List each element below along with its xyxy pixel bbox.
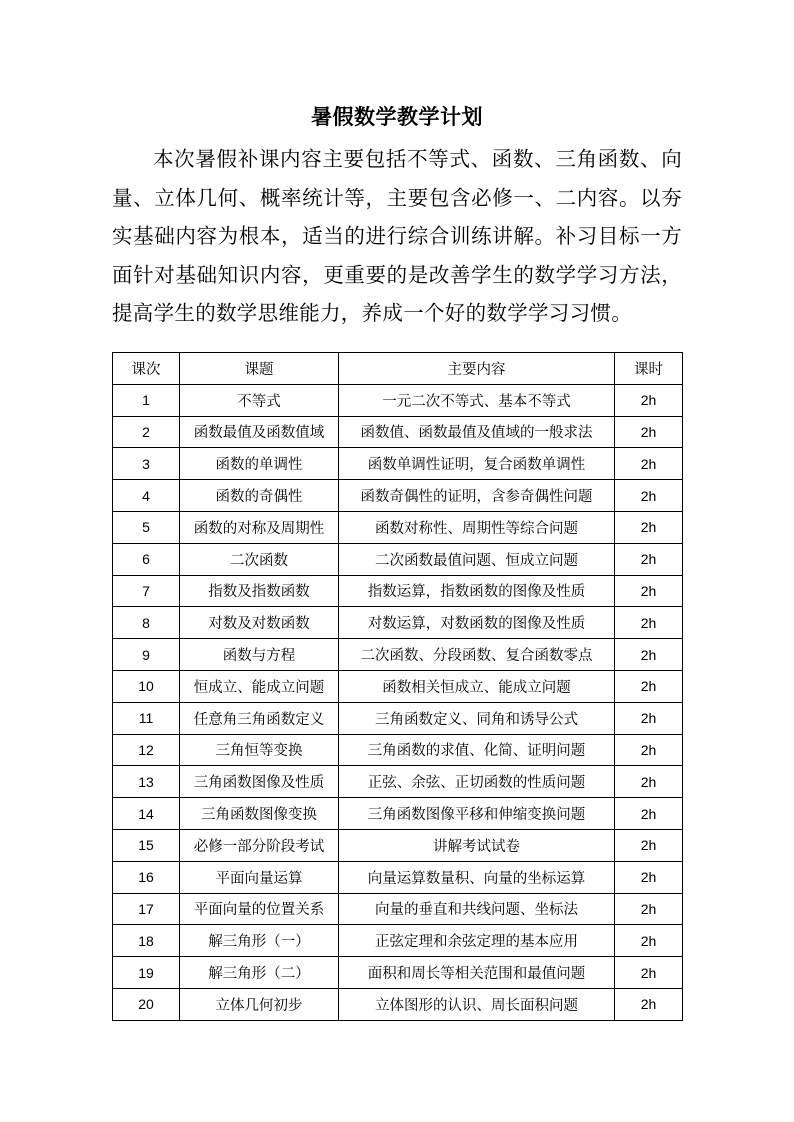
table-row (113, 702, 683, 734)
table-row (113, 543, 683, 575)
hours-cell: 2h (615, 607, 683, 639)
content-cell: 面积和周长等相关范围和最值问题 (339, 957, 615, 989)
session-number: 5 (113, 511, 180, 543)
table-row (113, 384, 683, 416)
table-row (113, 734, 683, 766)
topic-cell: 三角函数图像及性质 (180, 766, 339, 798)
table-row (113, 448, 683, 480)
hours-cell: 2h (615, 798, 683, 830)
content-cell: 三角函数定义、同角和诱导公式 (339, 702, 615, 734)
table-row (113, 766, 683, 798)
header-session: 课次 (113, 353, 180, 385)
topic-cell: 二次函数 (180, 543, 339, 575)
hours-cell: 2h (615, 829, 683, 861)
content-cell: 函数值、函数最值及值域的一般求法 (339, 416, 615, 448)
table-row (113, 829, 683, 861)
topic-cell: 函数的奇偶性 (180, 480, 339, 512)
topic-cell: 函数与方程 (180, 639, 339, 671)
hours-cell: 2h (615, 384, 683, 416)
session-number: 16 (113, 861, 180, 893)
content-cell: 对数运算，对数函数的图像及性质 (339, 607, 615, 639)
hours-cell: 2h (615, 766, 683, 798)
header-content: 主要内容 (339, 353, 615, 385)
topic-cell: 恒成立、能成立问题 (180, 670, 339, 702)
topic-cell: 函数的单调性 (180, 448, 339, 480)
content-cell: 讲解考试试卷 (339, 829, 615, 861)
hours-cell: 2h (615, 925, 683, 957)
topic-cell: 函数最值及函数值域 (180, 416, 339, 448)
session-number: 7 (113, 575, 180, 607)
content-cell: 函数奇偶性的证明，含参奇偶性问题 (339, 480, 615, 512)
session-number: 14 (113, 798, 180, 830)
topic-cell: 解三角形（一） (180, 925, 339, 957)
session-number: 2 (113, 416, 180, 448)
topic-cell: 解三角形（二） (180, 957, 339, 989)
intro-paragraph: 本次暑假补课内容主要包括不等式、函数、三角函数、向量、立体几何、概率统计等，主要包含必修一、二内容。以夯实基础内容为根本，适当的进行综合训练讲解。补习目标一方面针对基础知识内容，更重要的是改善学生的数学学习方法，提高学生的数学思维能力，养成一个好的数学学习习惯。 (112, 147, 682, 325)
table-row (113, 511, 683, 543)
table-row (113, 925, 683, 957)
content-cell: 函数单调性证明，复合函数单调性 (339, 448, 615, 480)
hours-cell: 2h (615, 702, 683, 734)
session-number: 18 (113, 925, 180, 957)
topic-cell: 平面向量运算 (180, 861, 339, 893)
table-row (113, 893, 683, 925)
table-row (113, 416, 683, 448)
session-number: 20 (113, 988, 180, 1020)
session-number: 4 (113, 480, 180, 512)
hours-cell: 2h (615, 448, 683, 480)
session-number: 9 (113, 639, 180, 671)
hours-cell: 2h (615, 575, 683, 607)
content-cell: 正弦定理和余弦定理的基本应用 (339, 925, 615, 957)
content-cell: 二次函数最值问题、恒成立问题 (339, 543, 615, 575)
hours-cell: 2h (615, 543, 683, 575)
session-number: 11 (113, 702, 180, 734)
hours-cell: 2h (615, 639, 683, 671)
table-header-row (113, 353, 683, 385)
document-title: 暑假数学教学计划 (311, 104, 483, 129)
table-row (113, 988, 683, 1020)
session-number: 15 (113, 829, 180, 861)
hours-cell: 2h (615, 511, 683, 543)
hours-cell: 2h (615, 416, 683, 448)
content-cell: 二次函数、分段函数、复合函数零点 (339, 639, 615, 671)
topic-cell: 必修一部分阶段考试 (180, 829, 339, 861)
hours-cell: 2h (615, 893, 683, 925)
table-row (113, 575, 683, 607)
content-cell: 向量的垂直和共线问题、坐标法 (339, 893, 615, 925)
topic-cell: 平面向量的位置关系 (180, 893, 339, 925)
hours-cell: 2h (615, 861, 683, 893)
header-topic: 课题 (180, 353, 339, 385)
topic-cell: 不等式 (180, 384, 339, 416)
hours-cell: 2h (615, 957, 683, 989)
content-cell: 指数运算，指数函数的图像及性质 (339, 575, 615, 607)
session-number: 6 (113, 543, 180, 575)
content-cell: 三角函数的求值、化简、证明问题 (339, 734, 615, 766)
content-cell: 向量运算数量积、向量的坐标运算 (339, 861, 615, 893)
table-row (113, 607, 683, 639)
content-cell: 一元二次不等式、基本不等式 (339, 384, 615, 416)
table-row (113, 639, 683, 671)
session-number: 3 (113, 448, 180, 480)
hours-cell: 2h (615, 734, 683, 766)
topic-cell: 三角函数图像变换 (180, 798, 339, 830)
topic-cell: 函数的对称及周期性 (180, 511, 339, 543)
content-cell: 立体图形的认识、周长面积问题 (339, 988, 615, 1020)
table-row (113, 957, 683, 989)
table-row (113, 480, 683, 512)
schedule-table (112, 352, 683, 1021)
content-cell: 函数相关恒成立、能成立问题 (339, 670, 615, 702)
topic-cell: 立体几何初步 (180, 988, 339, 1020)
content-cell: 三角函数图像平移和伸缩变换问题 (339, 798, 615, 830)
session-number: 12 (113, 734, 180, 766)
session-number: 8 (113, 607, 180, 639)
session-number: 10 (113, 670, 180, 702)
content-cell: 函数对称性、周期性等综合问题 (339, 511, 615, 543)
hours-cell: 2h (615, 480, 683, 512)
header-hours: 课时 (615, 353, 683, 385)
topic-cell: 对数及对数函数 (180, 607, 339, 639)
hours-cell: 2h (615, 670, 683, 702)
hours-cell: 2h (615, 988, 683, 1020)
table-row (113, 861, 683, 893)
topic-cell: 任意角三角函数定义 (180, 702, 339, 734)
topic-cell: 指数及指数函数 (180, 575, 339, 607)
session-number: 19 (113, 957, 180, 989)
content-cell: 正弦、余弦、正切函数的性质问题 (339, 766, 615, 798)
session-number: 13 (113, 766, 180, 798)
topic-cell: 三角恒等变换 (180, 734, 339, 766)
session-number: 17 (113, 893, 180, 925)
session-number: 1 (113, 384, 180, 416)
table-row (113, 798, 683, 830)
table-row (113, 670, 683, 702)
